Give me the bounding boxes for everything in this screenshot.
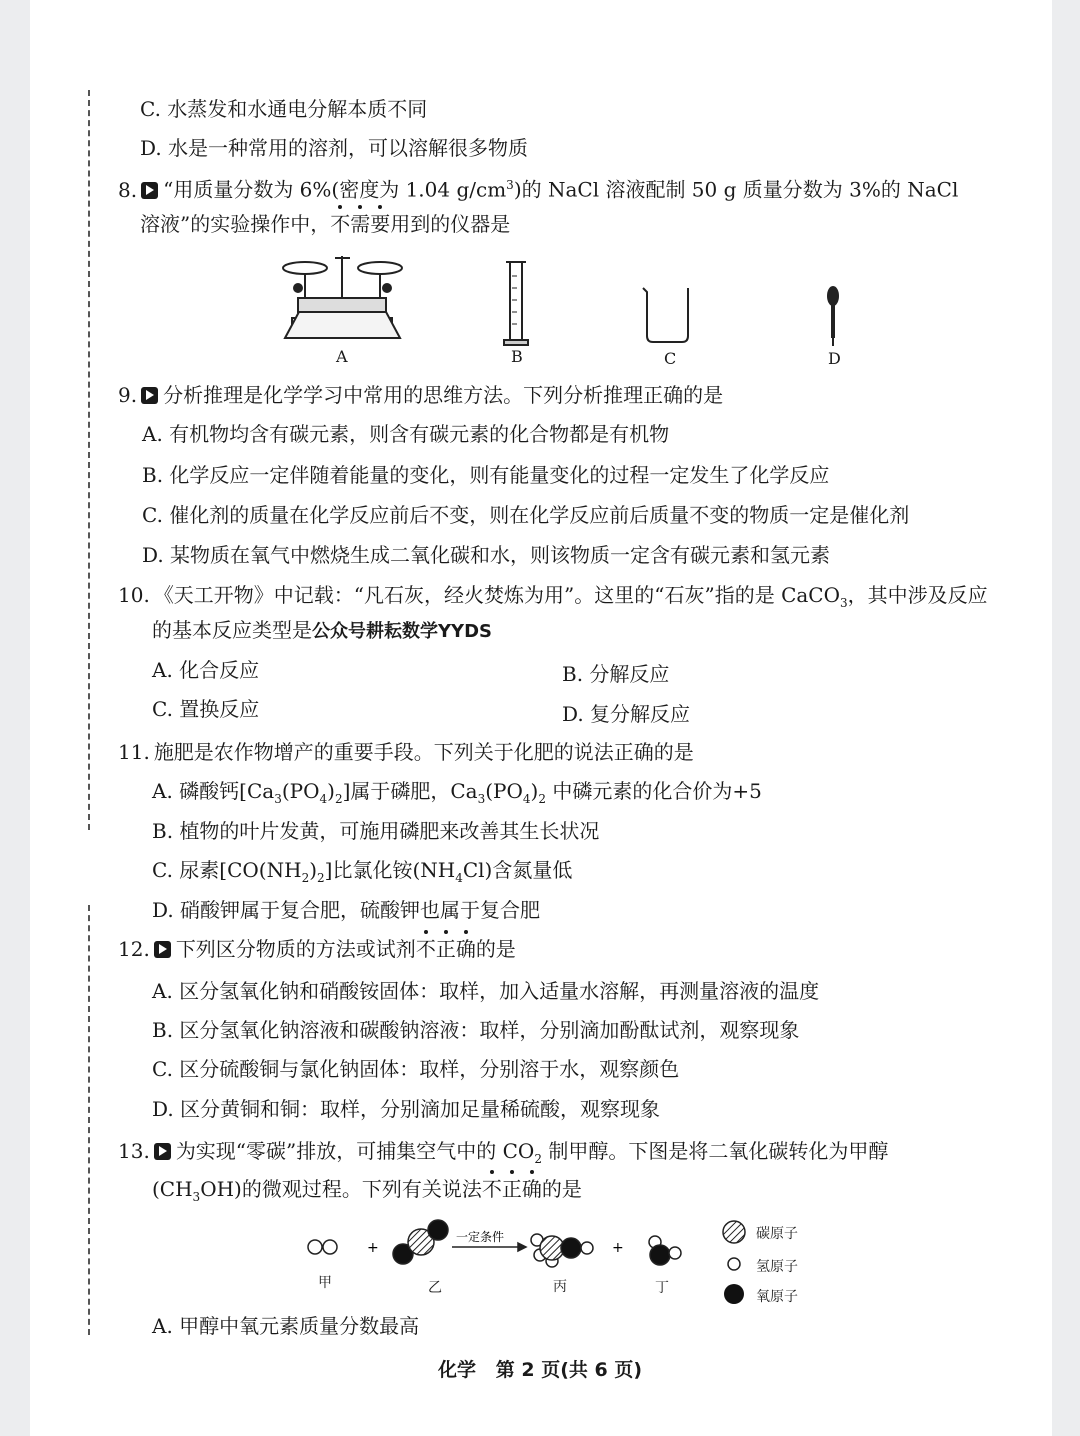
q10-option-c: C. 置换反应: [152, 697, 260, 721]
q11-stem: 11. 施肥是农作物增产的重要手段。下列关于化肥的说法正确的是: [118, 740, 694, 764]
beaker-icon: [643, 288, 688, 342]
q13-label-ding: 丁: [655, 1280, 669, 1296]
q13-legend: [718, 1218, 758, 1308]
q10-option-a: A. 化合反应: [152, 658, 260, 682]
q7-option-d: D. 水是一种常用的溶剂，可以溶解很多物质: [140, 136, 529, 160]
q11-option-a: A. 磷酸钙$[Ca_3(PO_4)_2]$属于磷肥，$Ca_3(PO_4)_2$ 中磷元素的化合价为+5: [152, 779, 762, 806]
q9-option-a: A. 有机物均含有碳元素，则含有碳元素的化合物都是有机物: [142, 422, 670, 446]
q13-label-bing: 丙: [553, 1279, 567, 1295]
q13-label-jia: 甲: [318, 1275, 332, 1291]
q10-stem-line2: 的基本反应类型是公众号耕耘数学YYDS: [152, 618, 492, 642]
q13-label-yi: 乙: [428, 1280, 442, 1296]
q13-stem: 13. 为实现“零碳”排放，可捕集空气中的 $CO_2$ 制甲醇。下图是将二氧化碳转化为甲醇: [118, 1139, 889, 1166]
binding-margin-line-bottom: [88, 905, 90, 1335]
video-play-icon: [154, 1143, 171, 1160]
q13-stem-line2: $(CH_3OH)$的微观过程。下列有关说法不正确的是: [152, 1177, 582, 1204]
q11-option-d: D. 硝酸钾属于复合肥，硫酸钾也属于复合肥: [152, 898, 541, 922]
q9-option-b: B. 化学反应一定伴随着能量的变化，则有能量变化的过程一定发生了化学反应: [142, 463, 830, 487]
q13-option-a: A. 甲醇中氧元素质量分数最高: [152, 1314, 420, 1338]
q11-option-b: B. 植物的叶片发黄，可施用磷肥来改善其生长状况: [152, 819, 600, 843]
molecule-bing: [531, 1234, 593, 1267]
plus-sign-1: +: [367, 1240, 379, 1256]
hydrogen-atom-icon: [728, 1258, 740, 1270]
balance-scale-icon: [283, 256, 402, 338]
dropper-icon: [828, 287, 838, 346]
watermark-text: 公众号耕耘数学YYDS: [312, 621, 492, 642]
reaction-arrow-icon: [452, 1243, 526, 1251]
q12-stem: 12. 下列区分物质的方法或试剂不正确的是: [118, 937, 516, 961]
legend-oxygen: 氧原子: [756, 1289, 798, 1305]
video-play-icon: [141, 387, 158, 404]
q12-option-c: C. 区分硫酸铜与氯化钠固体：取样，分别溶于水，观察颜色: [152, 1057, 680, 1081]
q10-option-b: B. 分解反应: [562, 662, 670, 686]
molecule-jia: [308, 1240, 337, 1254]
q10-option-d: D. 复分解反应: [562, 702, 691, 726]
plus-sign-2: +: [612, 1240, 624, 1256]
q12-option-d: D. 区分黄铜和铜：取样，分别滴加足量稀硫酸，观察现象: [152, 1097, 661, 1121]
oxygen-atom-icon: [724, 1284, 744, 1304]
video-play-icon: [154, 941, 171, 958]
q8-stem: 8. “用质量分数为 6%(密度为 1.04 $g/cm^3$)的 NaCl 溶液配制 50 g 质量分数为 3%的 NaCl: [118, 177, 959, 202]
q9-option-d: D. 某物质在氧气中燃烧生成二氧化碳和水，则该物质一定含有碳元素和氢元素: [142, 543, 831, 567]
legend-carbon: 碳原子: [756, 1226, 798, 1242]
q12-option-b: B. 区分氢氧化钠溶液和碳酸钠溶液：取样，分别滴加酚酞试剂，观察现象: [152, 1018, 800, 1042]
molecule-yi: [393, 1220, 448, 1264]
video-play-icon: [141, 182, 158, 199]
reaction-condition: 一定条件: [456, 1230, 505, 1244]
q9-option-c: C. 催化剂的质量在化学反应前后不变，则在化学反应前后质量不变的物质一定是催化剂: [142, 503, 910, 527]
q11-option-c: C. 尿素$[CO(NH_2)_2]$比氯化铵$(NH_4Cl)$含氮量低: [152, 858, 573, 885]
legend-hydrogen: 氢原子: [756, 1259, 798, 1275]
q8-label-b: B: [511, 347, 523, 366]
binding-margin-line-top: [88, 90, 90, 830]
q12-option-a: A. 区分氢氧化钠和硝酸铵固体：取样，加入适量水溶解，再测量溶液的温度: [152, 979, 820, 1003]
carbon-atom-icon: [723, 1221, 745, 1243]
q8-label-a: A: [336, 347, 348, 366]
q8-label-d: D: [828, 349, 841, 368]
q10-stem: 10. 《天工开物》中记载：“凡石灰，经火焚炼为用”。这里的“石灰”指的是 CaCO$_3$，其中涉及反应: [118, 583, 988, 610]
page-footer: 化学 第 2 页(共 6 页): [437, 1359, 643, 1381]
q8-label-c: C: [664, 349, 677, 368]
molecule-ding: [649, 1236, 681, 1265]
q9-stem: 9. 分析推理是化学学习中常用的思维方法。下列分析推理正确的是: [118, 383, 724, 407]
q8-stem-line2: 溶液”的实验操作中，不需要用到的仪器是: [140, 212, 511, 236]
q7-option-c: C. 水蒸发和水通电分解本质不同: [140, 97, 428, 121]
graduated-cylinder-icon: [504, 262, 528, 345]
q8-apparatus-figure: [270, 248, 870, 348]
